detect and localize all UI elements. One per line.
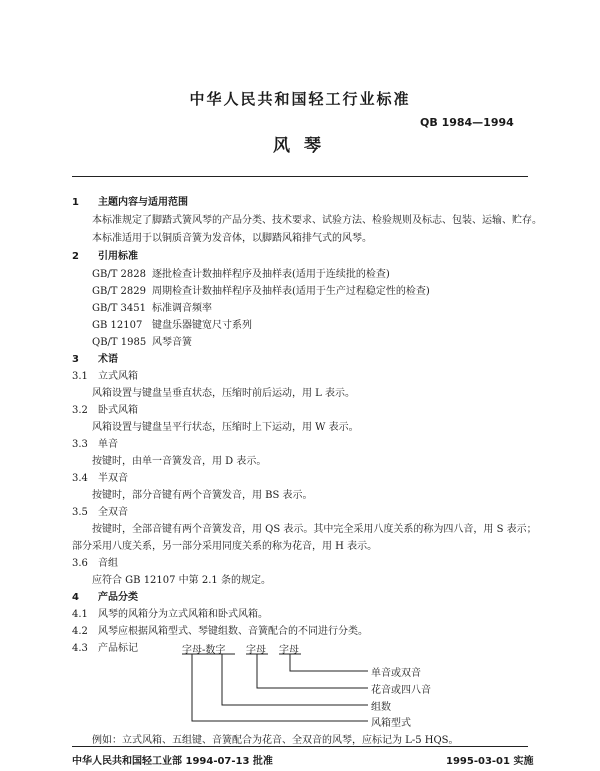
effective-date: 1995-03-01 实施 bbox=[446, 756, 534, 767]
document-title: 风琴 bbox=[273, 136, 335, 156]
term-heading: 3.2 卧式风箱 bbox=[72, 405, 138, 416]
term-definition: 按键时，全部音键有两个音簧发音，用 QS 表示。其中完全采用八度关系的称为四八音，用 S 表示； bbox=[92, 524, 537, 535]
marking-label-voicing: 花音或四八音 bbox=[371, 685, 431, 696]
section-1-para-1: 本标准规定了脚踏式簧风琴的产品分类、技术要求、试验方法、检验规则及标志、包装、运输、贮存。 bbox=[92, 215, 542, 226]
clause: 4.2 风琴应根据风箱型式、琴键组数、音簧配合的不同进行分类。 bbox=[72, 626, 368, 637]
term-definition-continued: 部分采用八度关系，另一部分采用同度关系的称为花音，用 H 表示。 bbox=[72, 541, 378, 552]
standard-code: QB 1984—1994 bbox=[420, 116, 514, 129]
marking-code-part-2: 字母 bbox=[246, 645, 266, 656]
section-2-heading: 2 引用标准 bbox=[72, 251, 138, 262]
reference-item: GB/T 2828 逐批检查计数抽样程序及抽样表(适用于连续批的检查) bbox=[92, 269, 390, 280]
marking-label-tone: 单音或双音 bbox=[371, 668, 421, 679]
standard-title: 中华人民共和国轻工行业标准 bbox=[189, 90, 411, 108]
reference-item: GB 12107 键盘乐器键宽尺寸系列 bbox=[92, 320, 252, 331]
term-definition: 按键时，部分音键有两个音簧发音，用 BS 表示。 bbox=[92, 490, 313, 501]
term-definition: 按键时，由单一音簧发音，用 D 表示。 bbox=[92, 456, 267, 467]
section-3-heading: 3 术语 bbox=[72, 354, 118, 365]
section-1-para-2: 本标准适用于以铜质音簧为发音体，以脚踏风箱排气式的风琴。 bbox=[92, 233, 372, 244]
clause: 4.1 风琴的风箱分为立式风箱和卧式风箱。 bbox=[72, 609, 268, 620]
marking-label-bellows: 风箱型式 bbox=[371, 718, 411, 729]
term-heading: 3.1 立式风箱 bbox=[72, 371, 138, 382]
term-definition: 风箱设置与键盘呈平行状态，压缩时上下运动，用 W 表示。 bbox=[92, 422, 359, 433]
clause: 4.3 产品标记 bbox=[72, 643, 138, 654]
term-heading: 3.3 单音 bbox=[72, 439, 118, 450]
term-heading: 3.5 全双音 bbox=[72, 507, 128, 518]
term-heading: 3.4 半双音 bbox=[72, 473, 128, 484]
term-definition: 风箱设置与键盘呈垂直状态，压缩时前后运动，用 L 表示。 bbox=[92, 388, 355, 399]
footer-divider bbox=[72, 746, 528, 747]
section-4-heading: 4 产品分类 bbox=[72, 592, 138, 603]
marking-label-octaves: 组数 bbox=[371, 702, 391, 713]
issuer-approval: 中华人民共和国轻工业部 1994-07-13 批准 bbox=[72, 756, 273, 767]
term-heading: 3.6 音组 bbox=[72, 558, 118, 569]
marking-code-part-1: 字母-数字 bbox=[182, 645, 226, 656]
marking-code-part-3: 字母 bbox=[279, 645, 299, 656]
reference-item: QB/T 1985 风琴音簧 bbox=[92, 337, 192, 348]
term-definition: 应符合 GB 12107 中第 2.1 条的规定。 bbox=[92, 575, 271, 586]
reference-item: GB/T 3451 标准调音频率 bbox=[92, 303, 212, 314]
marking-example: 例如：立式风箱、五组键、音簧配合为花音、全双音的风琴，应标记为 L-5 HQS。 bbox=[92, 735, 459, 746]
reference-item: GB/T 2829 周期检查计数抽样程序及抽样表(适用于生产过程稳定性的检查) bbox=[92, 286, 430, 297]
section-1-heading: 1 主题内容与适用范围 bbox=[72, 197, 188, 208]
